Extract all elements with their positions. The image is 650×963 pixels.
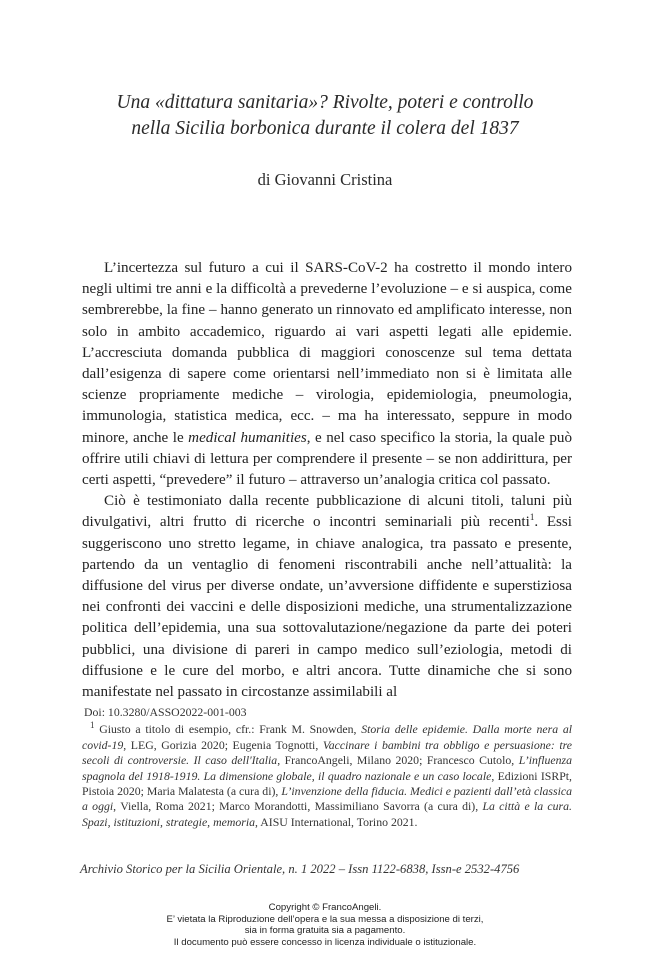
article-author: di Giovanni Cristina (257, 170, 393, 189)
copyright-notice (0, 902, 650, 948)
paragraph-1 (82, 258, 572, 491)
copyright-line-3: sia in forma gratuita sia a pagamento. (244, 925, 406, 937)
footnotes (82, 705, 572, 830)
fn-text-e: , FrancoAngeli, Milano 2020; Francesco Cutolo, (277, 753, 519, 768)
footnote-1 (82, 722, 572, 830)
fn-text-k: , AISU International, Torino 2021. (255, 814, 418, 829)
paragraph-2 (82, 491, 572, 703)
fn-title-d: Vaccinare i bambini tra obbligo e persuasione: tre secoli di controversie. Il caso dell'Italia (82, 737, 573, 768)
paragraph-1-italic: medical humanities (188, 429, 307, 446)
doi: Doi: 10.3280/ASSO2022-001-003 (84, 705, 247, 719)
fn-text-i: , Viella, Roma 2021; Marco Morandotti, Massimiliano Savorra (a cura di), (113, 799, 483, 814)
fn-text-g: , Edizioni ISRPt, Pistoia 2020; Maria Malatesta (a cura di), (82, 768, 572, 799)
paragraph-1-end: , e nel caso specifico la storia, la quale può offrire utili chiavi di lettura per comprendere il presente – se non addirittura, per certi aspetti, “prevedere” il futuro – attraverso un’analogia critica col passato. (82, 429, 573, 489)
article-title (60, 90, 590, 142)
paragraph-2-end: . Essi suggeriscono uno stretto legame, in chiave analogica, tra passato e presente, partendo da un ventaglio di fenomeni riscontrabili anche nell’attualità: la diffusione del virus per diverse ondate, un’avversione diffidente e superstiziosa nei confronti dei vaccini e delle disposizioni mediche, una strumentalizzazione politica dell’epidemia, una sua sottovalutazione/negazione da parte dei poteri pubblici, una divisione di pareri in campo medico sull’eziologia, metodi di diffusione e le cure del morbo, e altri ancora. Tutte dinamiche che si sono manifestate nel passato in circostanze assimilabili al (82, 514, 572, 701)
article-body (82, 258, 572, 703)
fn-title-b: Storia delle epidemie. Dalla morte nera al covid-19 (82, 722, 572, 752)
title-line-2: nella Sicilia borbonica durante il colera del 1837 (131, 118, 519, 139)
paragraph-2-text: Ciò è testimoniato dalla recente pubblicazione di alcuni titoli, taluni più divulgativi, altri frutto di ricerche o incontri seminariali più recenti (82, 493, 572, 531)
fn-title-f: L’influenza spagnola del 1918-1919. La dimensione globale, il quadro nazionale e un caso locale (82, 753, 572, 783)
footnote-ref-1[interactable]: 1 (529, 512, 535, 523)
fn-text-a: Giusto a titolo di esempio, cfr.: Frank M. Snowden, (94, 722, 362, 737)
fn-title-j: La città e la cura. Spazi, istituzioni, strategie, memoria (82, 799, 572, 829)
title-line-1: Una «dittatura sanitaria»? Rivolte, poteri e controllo (116, 92, 534, 113)
copyright-line-4: Il documento può essere concesso in licenza individuale o istituzionale. (173, 936, 477, 948)
footnote-1-number: 1 (90, 720, 95, 731)
fn-text-c: , LEG, Gorizia 2020; Eugenia Tognotti, (123, 737, 323, 752)
paragraph-1-text: L’incertezza sul futuro a cui il SARS-CoV-2 ha costretto il mondo intero negli ultimi tre anni e la difficoltà a prevederne l’evoluzione – e si auspica, come sembrerebbe, la fine – hanno generato un rinnovato ed amplificato interesse, non solo in ambito accademico, riguardo ai vari aspetti legati alle epidemie. L’accresciuta domanda pubblica di maggiori conoscenze sul tema dettata dall’esigenza di sapere come orientarsi nell’immediato non si è limitata alle scienze propriamente mediche – virologia, epidemiologia, pneumologia, immunologia, statistica medica, ecc. – ma ha interessato, seppure in modo minore, anche le (82, 260, 572, 446)
copyright-line-2: E’ vietata la Riproduzione dell’opera e la sua messa a disposizione di terzi, (166, 913, 484, 925)
copyright-line-1: Copyright © FrancoAngeli. (268, 902, 382, 913)
journal-citation: Archivio Storico per la Sicilia Orientale, n. 1 2022 – Issn 1122-6838, Issn-e 2532-4756 (80, 862, 520, 876)
fn-title-h: L’invenzione della fiducia. Medici e pazienti dall’età classica a oggi (82, 784, 572, 814)
